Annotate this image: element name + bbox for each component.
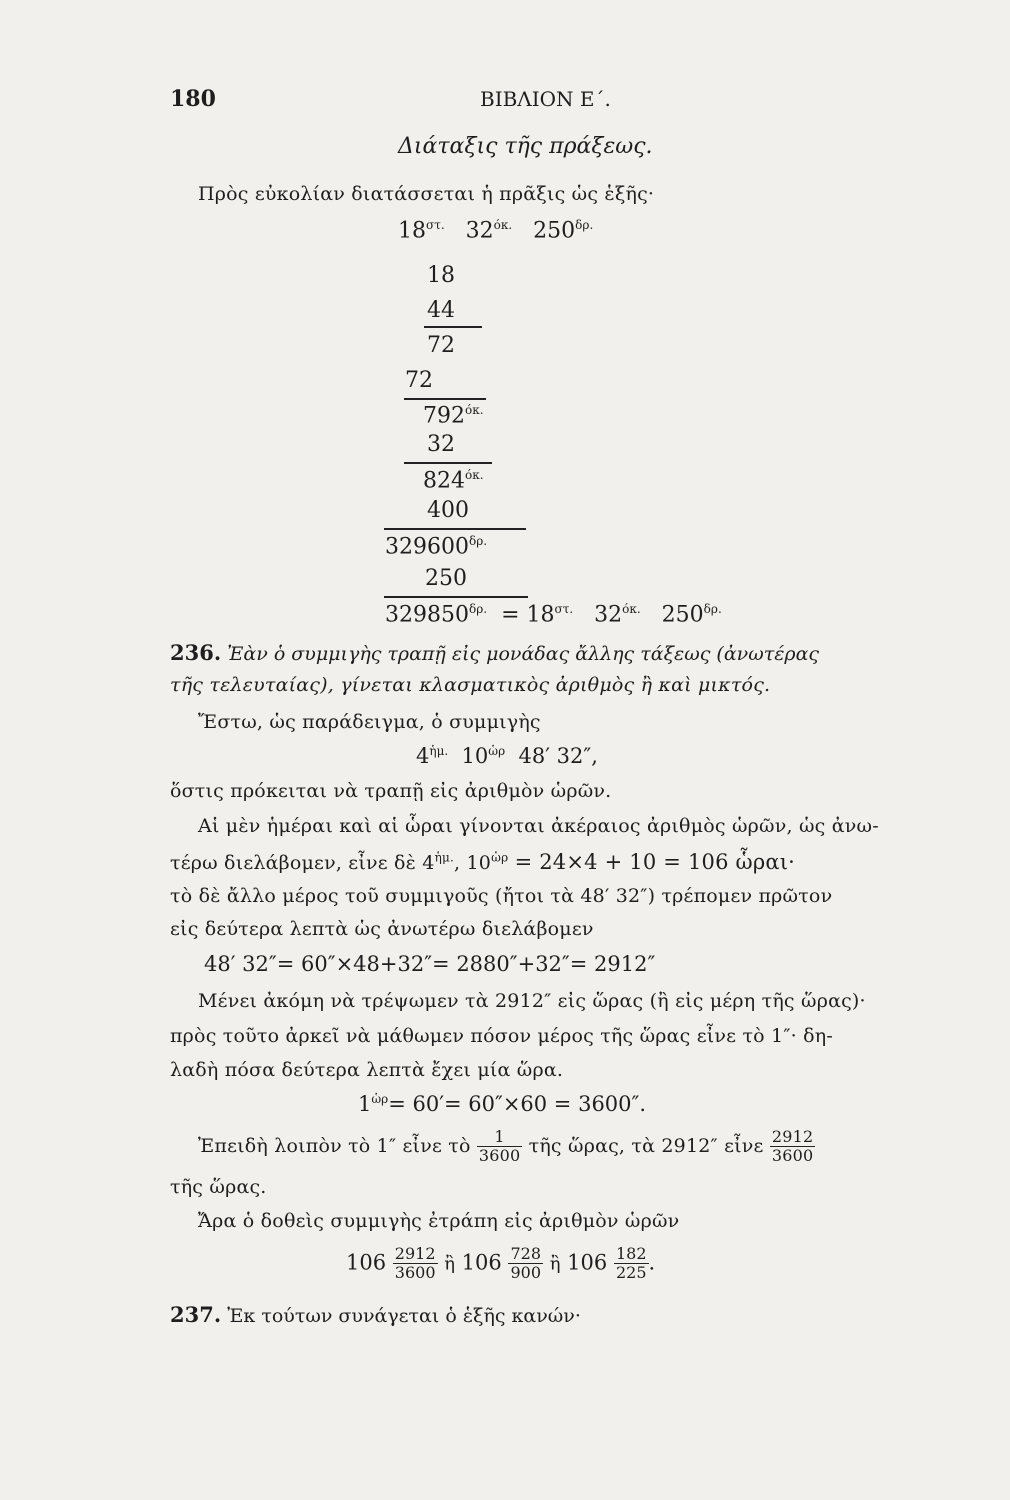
calc-row: 250 (425, 566, 467, 591)
calc-row: 44 (427, 298, 455, 323)
fraction: $\frac{2912}{3600}$ (394, 1244, 436, 1283)
calc-row: $792^{ό\kappa.}$ (423, 403, 484, 429)
calc-row: 400 (427, 498, 469, 523)
calc-row: 32 (427, 432, 455, 457)
calc-rule (384, 528, 526, 530)
text-line: τῆς ὥρας. (170, 1176, 267, 1198)
section-number: 236. (170, 640, 222, 665)
result-fractions: 106 $\frac{2912}{3600}$ ἢ 106 $\frac{728}{900}$ ἢ 106 $\frac{182}{225}$ . (346, 1244, 656, 1283)
text-line: λαδὴ πόσα δεύτερα λεπτὰ ἔχει μία ὥρα. (170, 1059, 564, 1081)
text-line: πρὸς τοῦτο ἀρκεῖ νὰ μάθωμεν πόσον μέρος τῆς ὥρας εἶνε τὸ 1″· δη- (170, 1025, 833, 1047)
text-line: τέρω διελάβομεν, εἶνε δὲ $4^{ἡ\mu.}$, $10^{ὡ\rho} = 24\times 4 + 10 = 106$ ὧραι· (170, 850, 796, 874)
calc-row: $824^{ό\kappa.}$ (423, 468, 484, 494)
section-237-line: 237. Ἐκ τούτων συνάγεται ὁ ἑξῆς κανών· (170, 1302, 581, 1327)
text-line: τὸ δὲ ἄλλο μέρος τοῦ συμμιγοῦς (ἤτοι τὰ 48′ 32″) τρέπομεν πρῶτον (170, 885, 833, 907)
section-number: 237. (170, 1302, 222, 1327)
equation: 48′ 32″= 60″×48+32″= 2880″+32″= 2912″ (204, 952, 656, 976)
text-line: τῆς τελευταίας), γίνεται κλασματικὸς ἀριθμὸς ἢ καὶ μικτός. (170, 674, 771, 696)
calc-row: 18 (427, 263, 455, 288)
calc-rule (404, 462, 492, 464)
intro-text: Πρὸς εὐκολίαν διατάσσεται ἡ πρᾶξις ὡς ἑξῆς· (198, 183, 655, 205)
given-quantity: $18^{\sigma\tau.}$ $32^{ό\kappa.}$ $250^{\delta\rho.}$ (398, 218, 594, 244)
section-236-line: 236. Ἐὰν ὁ συμμιγὴς τραπῇ εἰς μονάδας ἄλλης τάξεως (ἀνωτέρας (170, 640, 820, 665)
calc-result: $329850^{\delta\rho.} = 18^{\sigma\tau.}$ $32^{ό\kappa.}$ $250^{\delta\rho.}$ (385, 602, 722, 628)
text-line: Μένει ἀκόμη νὰ τρέψωμεν τὰ 2912″ εἰς ὥρας (ἢ εἰς μέρη τῆς ὥρας)· (198, 990, 866, 1012)
calc-rule (384, 596, 528, 598)
calc-rule (424, 326, 482, 328)
calc-row: 72 (427, 333, 455, 358)
equation: $1^{ὡ\rho}= 60'= 60''\times 60 = 3600''$. (358, 1092, 647, 1116)
calc-row: 72 (405, 368, 433, 393)
section-heading: Διάταξις τῆς πράξεως. (398, 134, 653, 159)
page-number: 180 (170, 86, 216, 112)
calc-row: $329600^{\delta\rho.}$ (385, 534, 488, 560)
text-line: Αἱ μὲν ἡμέραι καὶ αἱ ὧραι γίνονται ἀκέραιος ἀριθμὸς ὡρῶν, ὡς ἀνω- (198, 815, 879, 837)
text-line: Ἄρα ὁ δοθεὶς συμμιγὴς ἐτράπη εἰς ἀριθμὸν ὡρῶν (198, 1210, 680, 1232)
fraction: $\frac{728}{900}$ (510, 1244, 541, 1283)
fraction: $\frac{1}{3600}$ (478, 1127, 521, 1166)
text-line: Ἐπειδὴ λοιπὸν τὸ 1″ εἶνε τὸ $\frac{1}{3600}$ τῆς ὥρας, τὰ 2912″ εἶνε $\frac{2912}{3600}$ (198, 1127, 814, 1166)
calc-rule (404, 398, 486, 400)
text-line: Ἔστω, ὡς παράδειγμα, ὁ συμμιγὴς (198, 711, 541, 733)
example-mixed: $4^{ἡ\mu.}$ $10^{ὡ\rho}$ 48′ 32″, (416, 744, 598, 768)
fraction: $\frac{2912}{3600}$ (771, 1127, 814, 1166)
text-line: ὅστις πρόκειται νὰ τραπῇ εἰς ἀριθμὸν ὡρῶν. (170, 780, 612, 802)
fraction: $\frac{182}{225}$ (615, 1244, 647, 1283)
text-line: εἰς δεύτερα λεπτὰ ὡς ἀνωτέρω διελάβομεν (170, 918, 594, 940)
running-title: ΒΙΒΛΙΟΝ Ε΄. (480, 87, 611, 111)
